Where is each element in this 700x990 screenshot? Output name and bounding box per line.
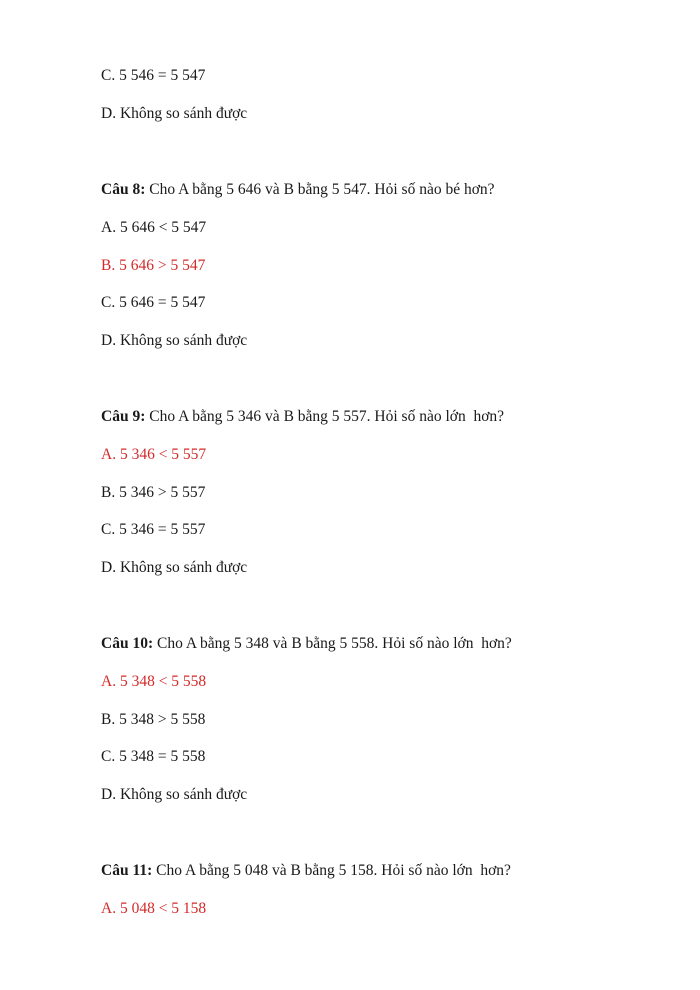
option-d: D. Không so sánh được [101, 786, 248, 803]
option-a-correct: A. 5 348 < 5 558 [101, 673, 207, 690]
option-c: C. 5 348 = 5 558 [101, 748, 206, 765]
option-c: C. 5 346 = 5 557 [101, 521, 206, 538]
option-a-correct: A. 5 346 < 5 557 [101, 446, 207, 463]
question-10 [101, 634, 512, 654]
question-8 [101, 180, 495, 200]
question-text: Cho A bằng 5 346 và B bằng 5 557. Hỏi số nào lớn hơn? [145, 408, 505, 425]
question-9 [101, 407, 504, 427]
question-text: Cho A bằng 5 348 và B bằng 5 558. Hỏi số nào lớn hơn? [153, 635, 512, 652]
question-label: Câu 11: [101, 862, 153, 879]
question-label: Câu 9: [101, 408, 146, 425]
option-c: C. 5 646 = 5 547 [101, 294, 206, 311]
question-11 [101, 861, 511, 881]
option-b: B. 5 348 > 5 558 [101, 711, 206, 728]
question-text: Cho A bằng 5 646 và B bằng 5 547. Hỏi số nào bé hơn? [145, 181, 495, 198]
option-b: B. 5 346 > 5 557 [101, 484, 206, 501]
option-d: D. Không so sánh được [101, 332, 248, 349]
option-d: D. Không so sánh được [101, 105, 248, 122]
option-b-correct: B. 5 646 > 5 547 [101, 257, 206, 274]
option-d: D. Không so sánh được [101, 559, 248, 576]
option-a-correct: A. 5 048 < 5 158 [101, 900, 207, 917]
option-a: A. 5 646 < 5 547 [101, 219, 207, 236]
question-label: Câu 8: [101, 181, 146, 198]
question-text: Cho A bằng 5 048 và B bằng 5 158. Hỏi số nào lớn hơn? [152, 862, 511, 879]
question-label: Câu 10: [101, 635, 154, 652]
option-c: C. 5 546 = 5 547 [101, 67, 206, 84]
